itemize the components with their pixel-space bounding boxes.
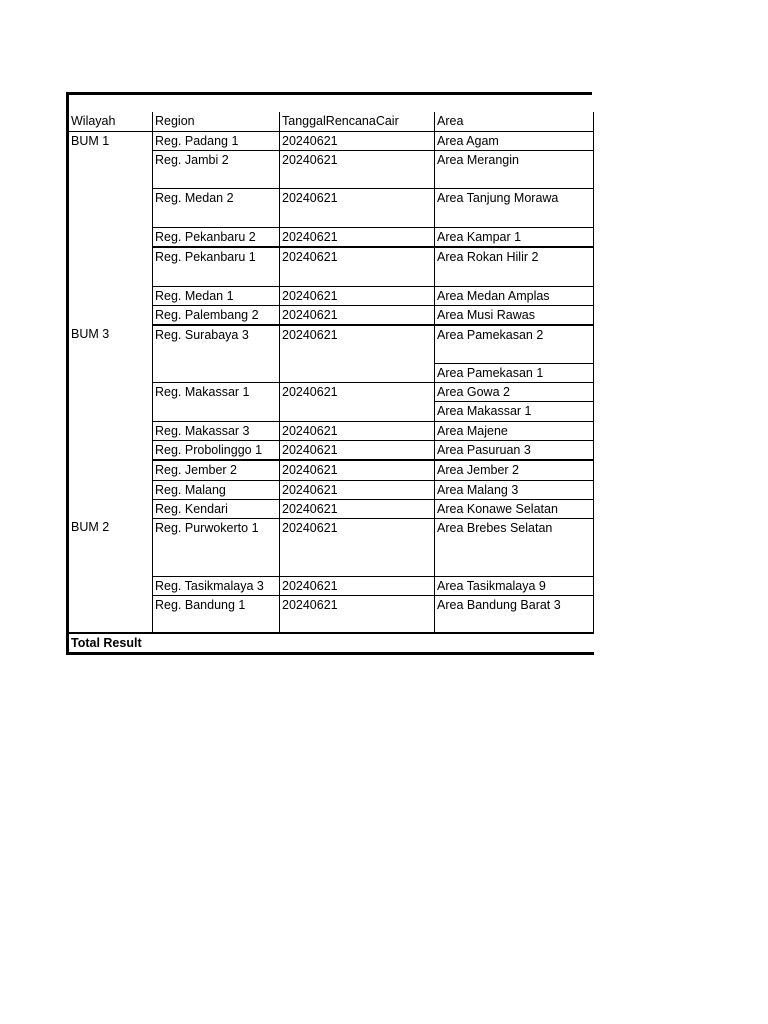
pivot-sheet — [66, 92, 592, 655]
area-cell[interactable]: Area Medan Amplas — [435, 286, 594, 305]
area-cell[interactable]: Area Gowa 2 — [435, 383, 594, 402]
region-cell[interactable]: Reg. Jambi 2 — [153, 151, 280, 189]
total-empty-cell[interactable] — [280, 633, 435, 654]
header-region[interactable]: Region — [153, 112, 280, 132]
area-cell[interactable]: Area Jember 2 — [435, 460, 594, 480]
region-cell[interactable]: Reg. Surabaya 3 — [153, 325, 280, 383]
table-row — [68, 325, 594, 364]
region-cell[interactable]: Reg. Bandung 1 — [153, 595, 280, 633]
area-cell[interactable]: Area Rokan Hilir 2 — [435, 247, 594, 286]
area-cell[interactable]: Area Malang 3 — [435, 480, 594, 499]
area-cell[interactable]: Area Bandung Barat 3 — [435, 595, 594, 633]
tanggal-cell[interactable]: 20240621 — [280, 460, 435, 480]
table-row — [68, 132, 594, 151]
tanggal-cell[interactable]: 20240621 — [280, 595, 435, 633]
region-cell[interactable]: Reg. Jember 2 — [153, 460, 280, 480]
region-cell[interactable]: Reg. Purwokerto 1 — [153, 518, 280, 576]
tanggal-cell[interactable]: 20240621 — [280, 228, 435, 248]
area-cell[interactable]: Area Merangin — [435, 151, 594, 189]
area-cell[interactable]: Area Majene — [435, 422, 594, 441]
tanggal-cell[interactable]: 20240621 — [280, 422, 435, 441]
region-cell[interactable]: Reg. Medan 1 — [153, 286, 280, 305]
area-cell[interactable]: Area Pamekasan 2 — [435, 325, 594, 364]
area-cell[interactable]: Area Tanjung Morawa — [435, 189, 594, 228]
region-cell[interactable]: Reg. Medan 2 — [153, 189, 280, 228]
table-row — [68, 518, 594, 576]
total-empty-cell[interactable] — [435, 633, 594, 654]
tanggal-cell[interactable]: 20240621 — [280, 499, 435, 518]
region-cell[interactable]: Reg. Padang 1 — [153, 132, 280, 151]
tanggal-cell[interactable]: 20240621 — [280, 305, 435, 325]
region-cell[interactable]: Reg. Makassar 1 — [153, 383, 280, 422]
tanggal-cell[interactable]: 20240621 — [280, 189, 435, 228]
area-cell[interactable]: Area Makassar 1 — [435, 402, 594, 422]
table-top-border — [66, 92, 592, 112]
tanggal-cell[interactable]: 20240621 — [280, 576, 435, 595]
region-cell[interactable]: Reg. Malang — [153, 480, 280, 499]
tanggal-cell[interactable]: 20240621 — [280, 383, 435, 422]
wilayah-cell[interactable]: BUM 3 — [68, 325, 153, 519]
area-cell[interactable]: Area Pasuruan 3 — [435, 441, 594, 461]
tanggal-cell[interactable]: 20240621 — [280, 286, 435, 305]
header-row — [68, 112, 594, 132]
region-cell[interactable]: Reg. Kendari — [153, 499, 280, 518]
area-cell[interactable]: Area Pamekasan 1 — [435, 364, 594, 383]
tanggal-cell[interactable]: 20240621 — [280, 132, 435, 151]
region-cell[interactable]: Reg. Probolinggo 1 — [153, 441, 280, 461]
area-cell[interactable]: Area Musi Rawas — [435, 305, 594, 325]
header-wilayah[interactable]: Wilayah — [68, 112, 153, 132]
region-cell[interactable]: Reg. Palembang 2 — [153, 305, 280, 325]
area-cell[interactable]: Area Brebes Selatan — [435, 518, 594, 576]
tanggal-cell[interactable]: 20240621 — [280, 480, 435, 499]
pivot-table — [66, 112, 594, 655]
area-cell[interactable]: Area Kampar 1 — [435, 228, 594, 248]
tanggal-cell[interactable]: 20240621 — [280, 325, 435, 383]
tanggal-cell[interactable]: 20240621 — [280, 151, 435, 189]
region-cell[interactable]: Reg. Pekanbaru 2 — [153, 228, 280, 248]
total-label[interactable]: Total Result — [68, 633, 153, 654]
wilayah-cell[interactable]: BUM 1 — [68, 132, 153, 325]
tanggal-cell[interactable]: 20240621 — [280, 247, 435, 286]
region-cell[interactable]: Reg. Pekanbaru 1 — [153, 247, 280, 286]
region-cell[interactable]: Reg. Tasikmalaya 3 — [153, 576, 280, 595]
total-row — [68, 633, 594, 654]
wilayah-cell[interactable]: BUM 2 — [68, 518, 153, 633]
tanggal-cell[interactable]: 20240621 — [280, 441, 435, 461]
area-cell[interactable]: Area Agam — [435, 132, 594, 151]
area-cell[interactable]: Area Tasikmalaya 9 — [435, 576, 594, 595]
area-cell[interactable]: Area Konawe Selatan — [435, 499, 594, 518]
total-empty-cell[interactable] — [153, 633, 280, 654]
tanggal-cell[interactable]: 20240621 — [280, 518, 435, 576]
region-cell[interactable]: Reg. Makassar 3 — [153, 422, 280, 441]
header-tanggal[interactable]: TanggalRencanaCair — [280, 112, 435, 132]
header-area[interactable]: Area — [435, 112, 594, 132]
